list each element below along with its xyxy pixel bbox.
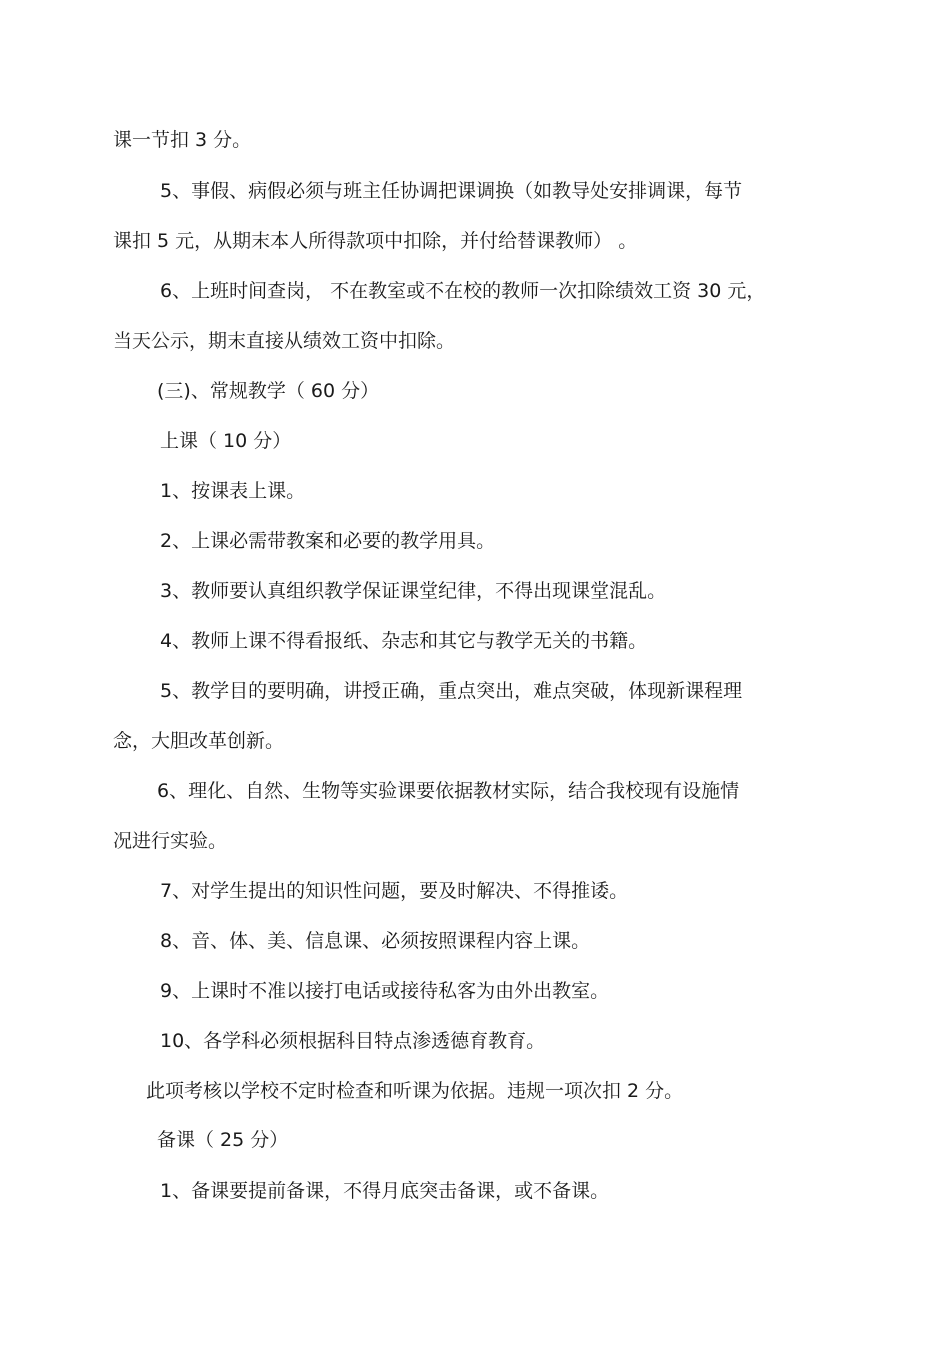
text-line: 6、上班时间查岗， 不在教室或不在校的教师一次扣除绩效工资 30 元，	[160, 280, 766, 302]
text-line: 2、上课必需带教案和必要的教学用具。	[160, 530, 496, 552]
text-line: 10、各学科必须根据科目特点渗透德育教育。	[160, 1030, 546, 1052]
section-heading: (三)、常规教学（ 60 分）	[157, 380, 380, 402]
text-line: 4、教师上课不得看报纸、杂志和其它与教学无关的书籍。	[160, 630, 648, 652]
text-line: 5、教学目的要明确，讲授正确，重点突出，难点突破，体现新课程理	[160, 680, 743, 702]
text-line: 3、教师要认真组织教学保证课堂纪律，不得出现课堂混乱。	[160, 580, 667, 602]
text-line: 况进行实验。	[113, 830, 228, 852]
text-line: 8、音、体、美、信息课、必须按照课程内容上课。	[160, 930, 591, 952]
subsection-heading: 备课（ 25 分）	[157, 1129, 289, 1151]
text-line: 当天公示，期末直接从绩效工资中扣除。	[113, 330, 456, 352]
text-line: 念，大胆改革创新。	[113, 730, 285, 752]
subsection-heading: 上课（ 10 分）	[160, 430, 292, 452]
text-line: 7、对学生提出的知识性问题，要及时解决、不得推诿。	[160, 880, 629, 902]
text-line: 5、事假、病假必须与班主任协调把课调换（如教导处安排调课，每节	[160, 180, 743, 202]
text-line: 课扣 5 元，从期末本人所得款项中扣除，并付给替课教师） 。	[113, 230, 638, 252]
text-line: 课一节扣 3 分。	[113, 129, 252, 151]
text-line: 9、上课时不准以接打电话或接待私客为由外出教室。	[160, 980, 610, 1002]
text-line: 1、按课表上课。	[160, 480, 306, 502]
text-line: 1、备课要提前备课，不得月底突击备课，或不备课。	[160, 1180, 610, 1202]
text-line: 此项考核以学校不定时检查和听课为依据。违规一项次扣 2 分。	[146, 1080, 684, 1102]
text-line: 6、理化、自然、生物等实验课要依据教材实际，结合我校现有设施情	[157, 780, 740, 802]
